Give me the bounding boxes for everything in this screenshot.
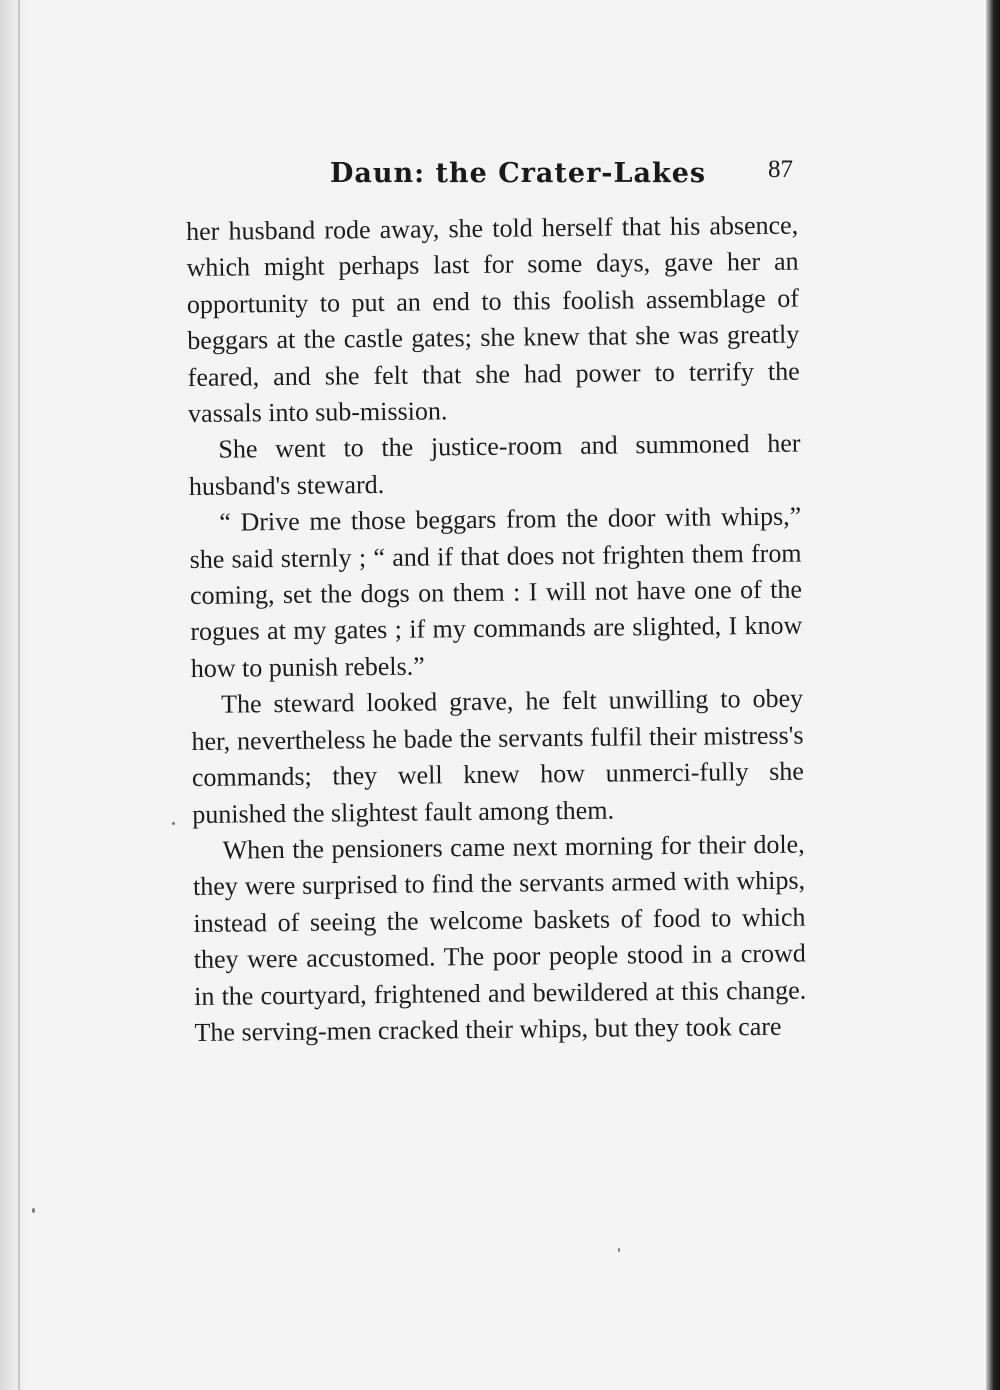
gutter-line bbox=[18, 0, 20, 1390]
page-number: 87 bbox=[768, 156, 793, 183]
paragraph-2: She went to the justice-room and summoned her husband's steward. bbox=[188, 429, 801, 501]
page-edge-shadow bbox=[986, 0, 1000, 1390]
running-title: Daun: the Crater-Lakes bbox=[330, 158, 707, 189]
paper-speck bbox=[32, 1208, 35, 1213]
paragraph-3: “ Drive me those beggars from the door with whips,” she said sternly ; “ and if that does not frighten them from coming, set the dogs on them : I will not have one of the rogues at my gates ; if my commands are slighted, I know how to punish rebels.” bbox=[189, 501, 803, 683]
paper-speck bbox=[618, 1248, 620, 1252]
paragraph-1: her husband rode away, she told herself that his absence, which might perhaps last for some days, gave her an opportunity to put an end to this foolish assemblage of beggars at the castle gates; she knew that she was greatly feared, and she felt that she had power to terrify the vassals into sub-mission. bbox=[186, 210, 800, 429]
page-header bbox=[0, 156, 1000, 196]
paragraph-4: The steward looked grave, he felt unwilling to obey her, nevertheless he bade the servants fulfil their mistress's commands; they well knew how unmerci-fully she punished the slightest fault among them. bbox=[191, 683, 805, 829]
body-text bbox=[186, 208, 807, 1052]
paragraph-5: When the pensioners came next morning for their dole, they were surprised to find the servants armed with whips, instead of seeing the welcome baskets of food to which they were accustomed. The poor people stood in a crowd in the courtyard, frightened and bewildered at this change. The serving-men cracked their whips, but they took care bbox=[192, 829, 807, 1047]
page-gutter bbox=[0, 0, 28, 1390]
paper-speck bbox=[172, 822, 175, 825]
